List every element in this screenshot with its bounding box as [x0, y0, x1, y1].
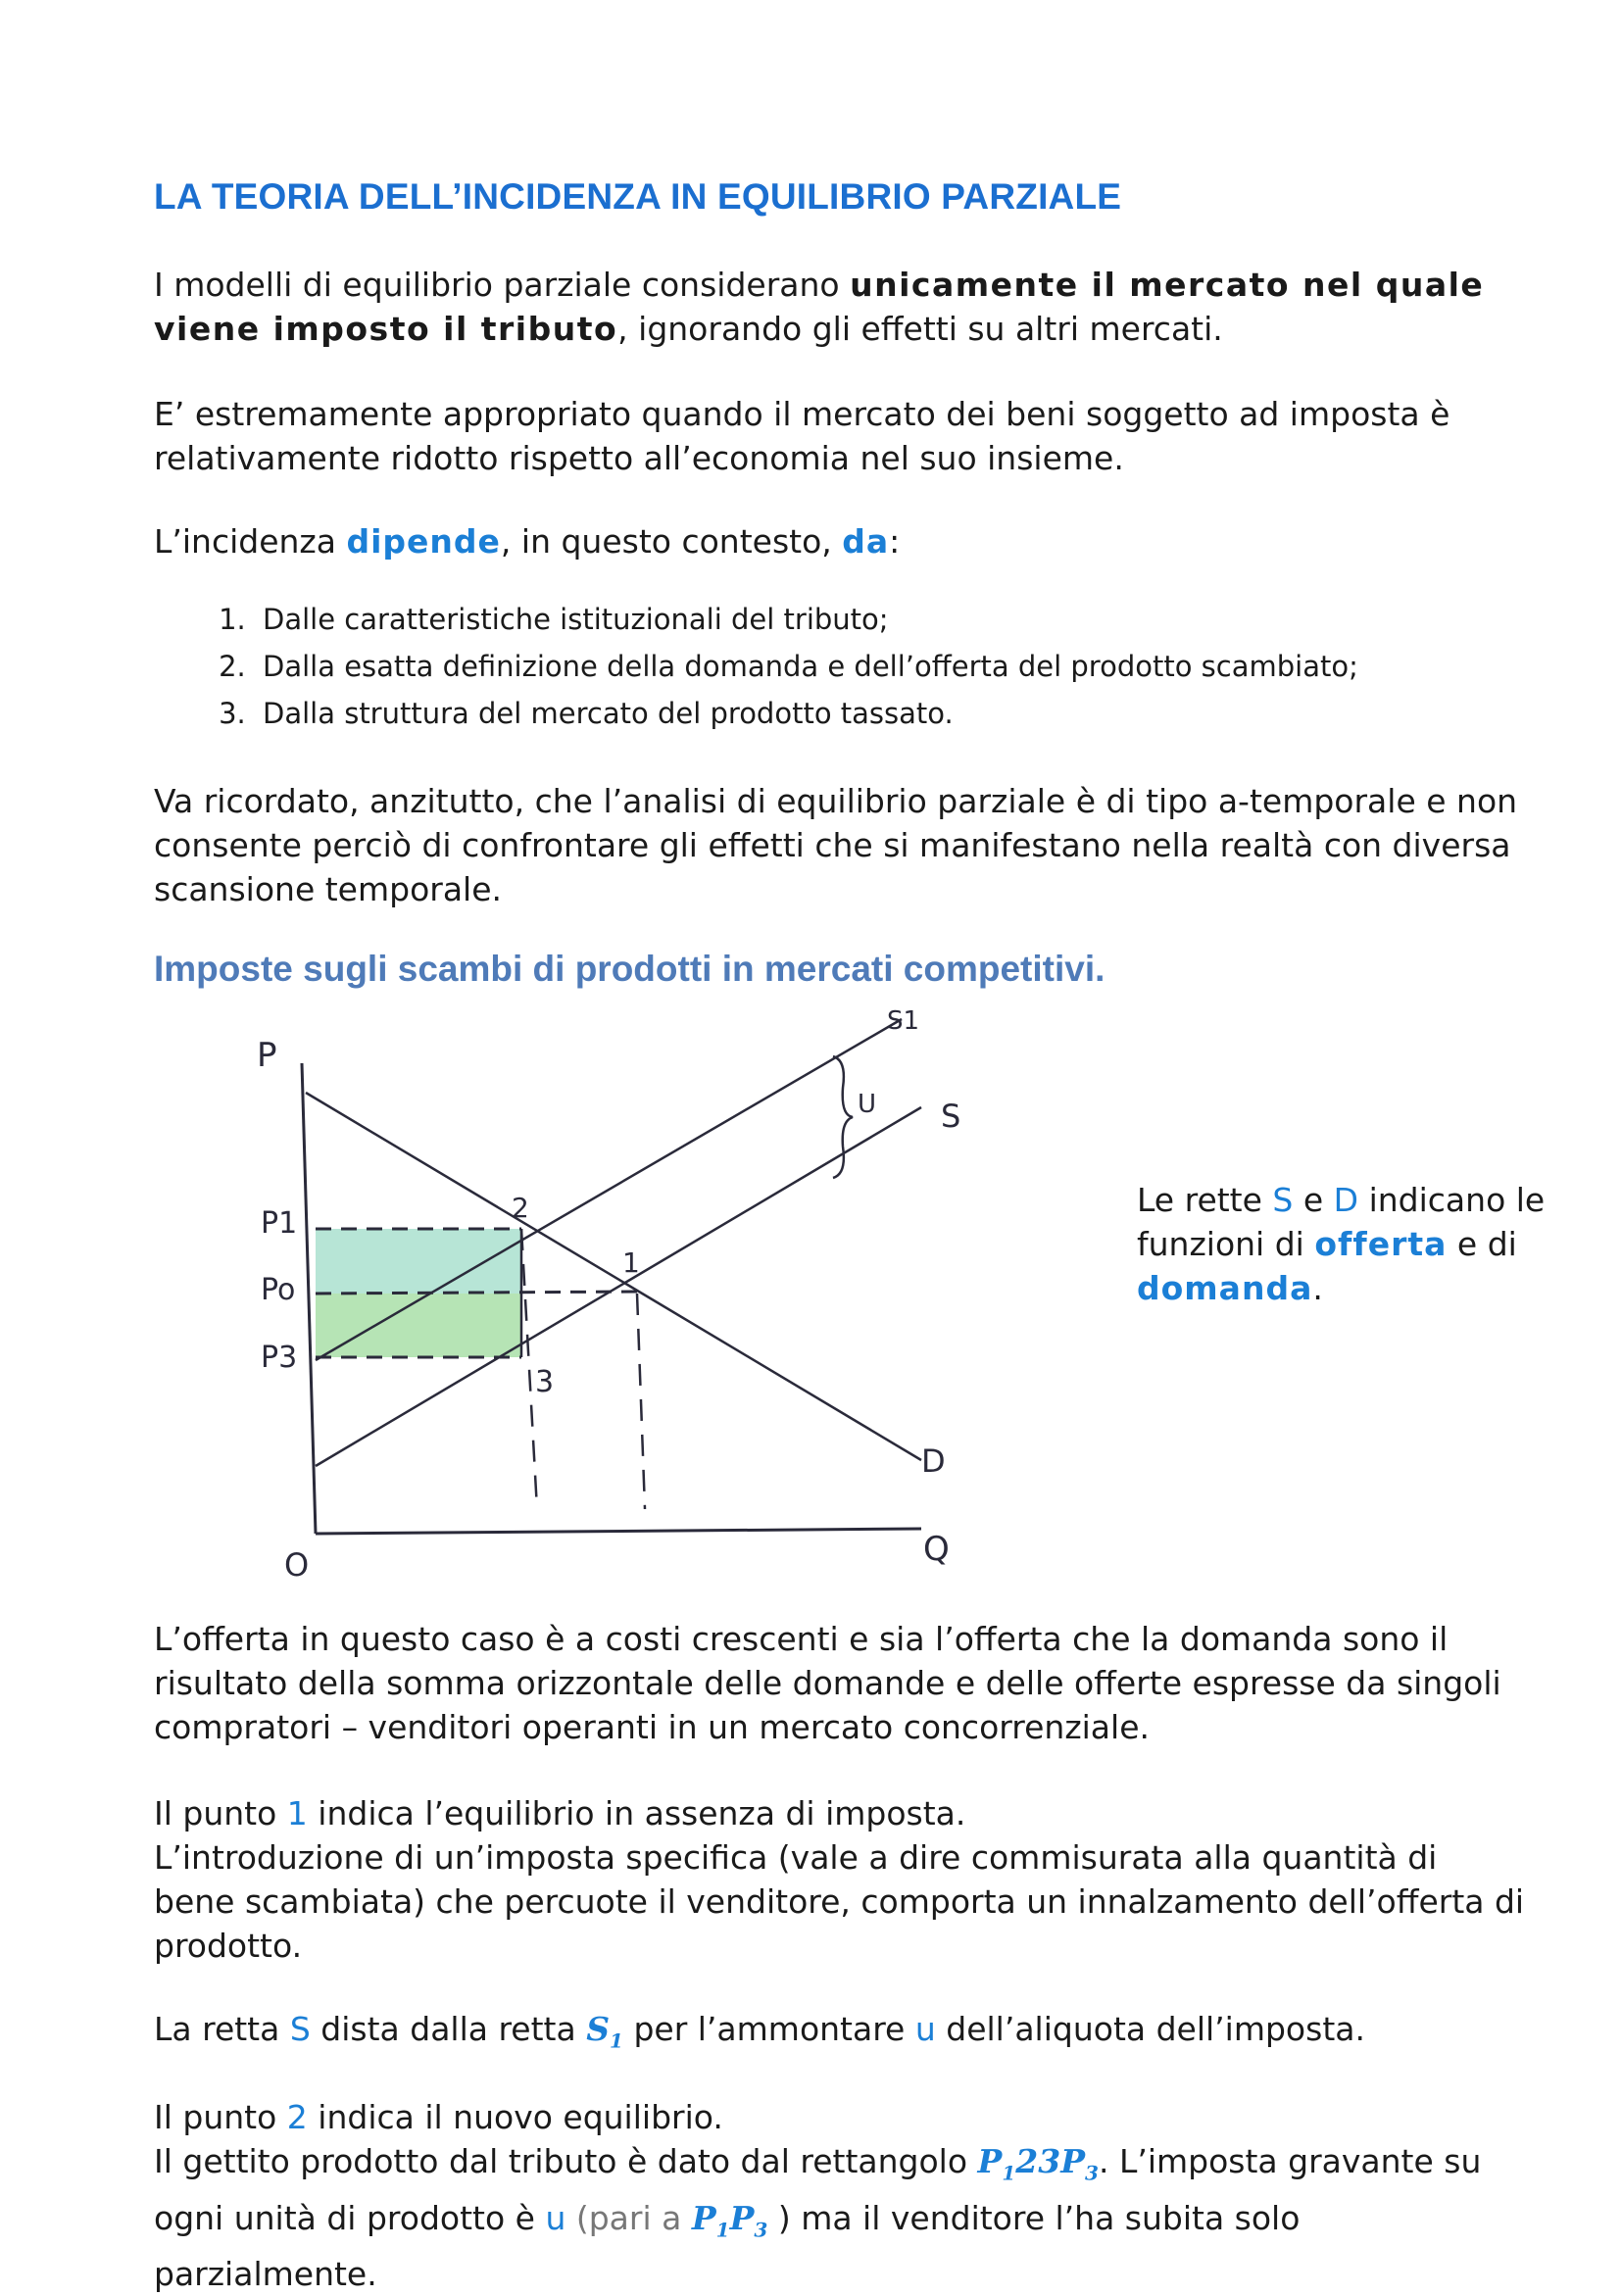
- p1-label: P1: [261, 1206, 298, 1241]
- side-text-5: .: [1312, 1269, 1323, 1307]
- s1-label: S1: [887, 1006, 920, 1036]
- side-domanda: domanda: [1137, 1269, 1313, 1307]
- side-note: [1137, 1178, 1558, 1310]
- retta-s1: [586, 2010, 623, 2053]
- retta-text-1: La retta: [154, 2010, 290, 2048]
- retta-s: S: [289, 2010, 311, 2048]
- intro-paragraph: [154, 263, 1526, 351]
- p1p3-p3-letter: P: [729, 2198, 755, 2237]
- retta-text-2: dista dalla retta: [310, 2010, 587, 2048]
- punto2-text-5: (pari a: [565, 2198, 692, 2237]
- paragraph-punto-1: [154, 1791, 1526, 1968]
- paragraph-retta-s: [154, 2007, 1526, 2064]
- punto1-text-3: L’introduzione di un’imposta specifica (vale a dire commisurata alla quantità di bene scambiata) che percuote il venditore, comporta un innalzamento dell’offerta di prodotto.: [154, 1838, 1525, 1965]
- axis-p-label: P: [257, 1036, 277, 1075]
- retta-s1-sub: 1: [610, 2028, 623, 2053]
- incidenza-text-3: :: [889, 522, 901, 561]
- point-1-label: 1: [622, 1246, 640, 1279]
- punto2-number: 2: [286, 2098, 308, 2136]
- p3-label: P3: [261, 1341, 298, 1375]
- d-label: D: [921, 1442, 946, 1480]
- axis-q-label: Q: [923, 1530, 950, 1569]
- p1p3-formula: [691, 2198, 768, 2242]
- rect-p3-letter: P: [1060, 2142, 1086, 2180]
- p1p3-p3-sub: 3: [754, 2218, 768, 2242]
- tax-revenue-area-lower: [316, 1294, 521, 1357]
- side-offerta: offerta: [1314, 1225, 1448, 1263]
- origin-label: O: [284, 1546, 310, 1584]
- q0-dashed-line: [637, 1294, 645, 1509]
- paragraph-punto-2: [154, 2095, 1526, 2296]
- point-3-label: 3: [535, 1365, 555, 1399]
- point-2-label: 2: [512, 1192, 529, 1224]
- p-axis: [302, 1063, 316, 1534]
- rect-p3-sub: 3: [1085, 2161, 1099, 2185]
- punto1-text-2: indica l’equilibrio in assenza di imposta.: [307, 1794, 966, 1832]
- punto1-number: 1: [286, 1794, 308, 1832]
- supply-demand-diagram: [225, 1000, 1107, 1607]
- side-text-2: e: [1293, 1181, 1334, 1219]
- supply-line-s1: [316, 1019, 902, 1360]
- p0-label: Po: [261, 1273, 296, 1307]
- u-label: U: [858, 1090, 877, 1119]
- paragraph-appropriato: E’ estremamente appropriato quando il mercato dei beni soggetto ad imposta è relativamente ridotto rispetto all’economia nel suo insieme.: [154, 395, 1450, 477]
- side-d: D: [1333, 1181, 1359, 1219]
- punto2-u: u: [545, 2198, 566, 2237]
- paragraph-a-temporale: Va ricordato, anzitutto, che l’analisi di equilibrio parziale è di tipo a-temporale e non consente perciò di confrontare gli effetti che si manifestano nella realtà con diversa scansione temporale.: [154, 782, 1518, 908]
- side-text-3: indicano le funzioni di: [1137, 1181, 1546, 1263]
- rect-formula: [977, 2142, 1099, 2185]
- intro-text-2: , ignorando gli effetti su altri mercati.: [617, 310, 1223, 348]
- brace-u: [833, 1056, 853, 1178]
- paragraph-incidenza: [154, 519, 1526, 563]
- intro-text-1: I modelli di equilibrio parziale considerano: [154, 266, 851, 304]
- incidenza-dipende: dipende: [346, 522, 501, 561]
- side-text-4: e di: [1447, 1225, 1517, 1263]
- p1p3-p1-letter: P: [691, 2198, 716, 2237]
- punto1-text-1: Il punto: [154, 1794, 287, 1832]
- retta-text-4: dell’aliquota dell’imposta.: [935, 2010, 1365, 2048]
- section-subtitle: Imposte sugli scambi di prodotti in mercati competitivi.: [154, 949, 1105, 989]
- rect-23: 23: [1015, 2142, 1061, 2180]
- punto2-text-4: . L’imposta gravante su ogni unità di prodotto è: [154, 2142, 1482, 2237]
- side-text-1: Le rette: [1137, 1181, 1273, 1219]
- list-item: 2. Dalla esatta definizione della domanda e dell’offerta del prodotto scambiato;: [255, 643, 1358, 690]
- incidenza-text-2: , in questo contesto,: [500, 522, 843, 561]
- rect-p1-letter: P: [977, 2142, 1003, 2180]
- punto2-text-6: ) ma il venditore l’ha subita solo parzialmente.: [154, 2198, 1301, 2294]
- incidenza-text-1: L’incidenza: [154, 522, 347, 561]
- rect-p1-sub: 1: [1002, 2161, 1016, 2185]
- retta-text-3: per l’ammontare: [622, 2010, 915, 2048]
- side-s: S: [1272, 1181, 1294, 1219]
- intro-bold: unicamente il mercato nel quale viene imposto il tributo: [154, 266, 1485, 348]
- retta-u: u: [914, 2010, 936, 2048]
- s-label: S: [941, 1098, 961, 1135]
- punto2-text-3: Il gettito prodotto dal tributo è dato dal rettangolo: [154, 2142, 978, 2180]
- factors-list: [196, 596, 1358, 737]
- page-title: LA TEORIA DELL’INCIDENZA IN EQUILIBRIO PARZIALE: [154, 176, 1122, 217]
- list-item: 1. Dalle caratteristiche istituzionali del tributo;: [255, 596, 1358, 643]
- p1p3-p1-sub: 1: [715, 2218, 730, 2242]
- incidenza-da: da: [842, 522, 890, 561]
- list-item: 3. Dalla struttura del mercato del prodotto tassato.: [255, 690, 1358, 737]
- paragraph-offerta: L’offerta in questo caso è a costi crescenti e sia l’offerta che la domanda sono il risultato della somma orizzontale delle domande e delle offerte espresse da singoli compratori – venditori operanti in un mercato concorrenziale.: [154, 1620, 1501, 1746]
- q-axis: [316, 1529, 921, 1534]
- punto2-text-1: Il punto: [154, 2098, 287, 2136]
- retta-s1-letter: S: [586, 2010, 611, 2048]
- punto2-text-2: indica il nuovo equilibrio.: [307, 2098, 723, 2136]
